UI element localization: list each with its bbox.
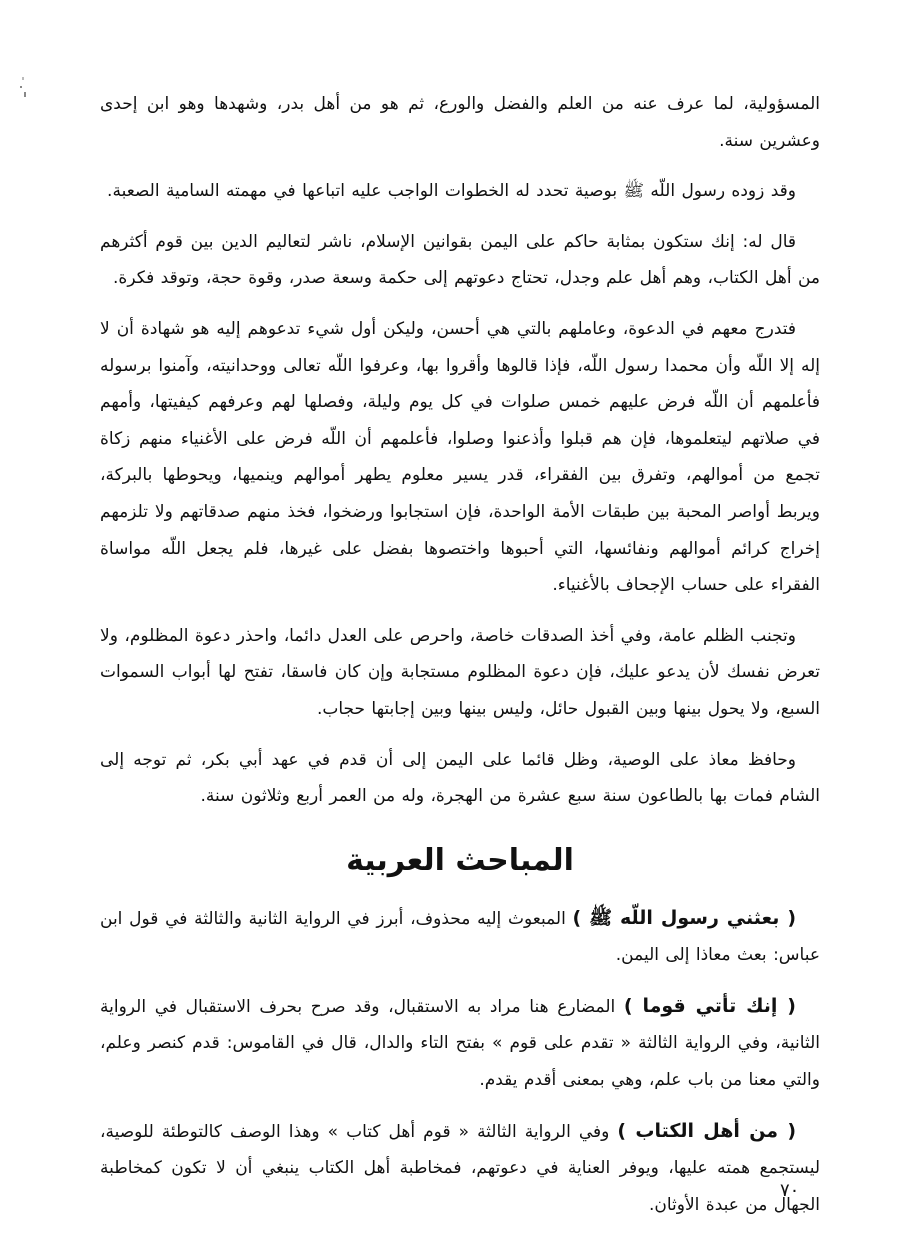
paragraph-5: وتجنب الظلم عامة، وفي أخذ الصدقات خاصة، واحرص على العدل دائما، واحذر دعوة المظلوم، ولا تعرض نفسك لأن يدعو عليك، فإن دعوة المظلوم مستجابة وإن كان فاسقا، تفتح لها أبواب السموات السبع، ولا يحول بينها وبين القبول حائل، وليس بينها وبين إجابتها حجاب. [100, 625, 820, 719]
document-page [100, 86, 820, 1237]
scan-margin-marks [18, 75, 30, 115]
gloss-3 [100, 1113, 820, 1224]
gloss-1 [100, 900, 820, 974]
paragraph-2: وقد زوده رسول اللّه ﷺ بوصية تحدد له الخطوات الواجب عليه اتباعها في مهمته السامية الصعبة. [107, 181, 796, 202]
gloss-text: المضارع هنا مراد به الاستقبال، وقد صرح بحرف الاستقبال في الرواية الثانية، وفي الرواية الثالثة « تقدم على قوم » بفتح التاء والدال، قال في القاموس: قدم كنصر وعلم، والتي معنا من باب علم، وهي بمعنى أقدم يقدم. [100, 996, 820, 1091]
paragraph-3: قال له: إنك ستكون بمثابة حاكم على اليمن بقوانين الإسلام، ناشر لتعاليم الدين بين قوم أكثرهم من أهل الكتاب، وهم أهل علم وجدل، تحتاج دعوتهم إلى حكمة وسعة صدر، وقوة حجة، وتوقد فكرة. [100, 231, 820, 289]
gloss-text: وفي الرواية الثالثة « قوم أهل كتاب » وهذا الوصف كالتوطئة للوصية، ليستجمع همته عليها، ويوفر العناية في دعوتهم، فمخاطبة أهل الكتاب ينبغي أن لا تكون كمخاطبة الجهال من عبدة الأوثان. [100, 1121, 820, 1215]
gloss-term: ( بعثني رسول اللّه ﷺ ) [572, 906, 796, 929]
gloss-2 [100, 988, 820, 1099]
paragraph-6: وحافظ معاذ على الوصية، وظل قائما على اليمن إلى أن قدم في عهد أبي بكر، ثم توجه إلى الشام فمات بها بالطاعون سنة سبع عشرة من الهجرة، وله من العمر أربع وثلاثون سنة. [100, 749, 820, 807]
page-number: ٧٠ [780, 1180, 800, 1201]
paragraph-1: المسؤولية، لما عرف عنه من العلم والفضل والورع، ثم هو من أهل بدر، وشهدها وهو ابن إحدى وعشرين سنة. [100, 94, 820, 151]
gloss-term: ( إنك تأتي قوما ) [623, 994, 796, 1017]
paragraph-4: فتدرج معهم في الدعوة، وعاملهم بالتي هي أحسن، وليكن أول شيء تدعوهم إليه هو شهادة أن لا إله إلا اللّه وأن محمدا رسول اللّه، فإذا قالوها وأقروا بها، وعرفوا اللّه تعالى ووحدانيته، وآمنوا برسوله فأعلمهم أن اللّه فرض عليهم خمس صلوات في كل يوم وليلة، وفصلها لهم وعرفهم كيفيتها، وأمهم في صلاتهم ليتعلموها، فإن هم قبلوا وأذعنوا وصلوا، فأعلمهم أن اللّه فرض على الأغنياء منهم زكاة تجمع من أموالهم، وتفرق بين الفقراء، قدر يسير معلوم يطهر أموالهم وينميها، ويحوطها بالبركة، ويربط أواصر المحبة بين طبقات الأمة الواحدة، فإن استجابوا ورضخوا، فخذ منهم صدقاتهم ولا تلزمهم إخراج كرائم أموالهم ونفائسها، التي أحبوها واختصوها بفضل على غيرها، فلم يجعل اللّه مواساة الفقراء على حساب الإجحاف بالأغنياء. [100, 318, 820, 596]
section-heading: المباحث العربية [346, 842, 574, 878]
gloss-text: المبعوث إليه محذوف، أبرز في الرواية الثانية والثالثة في قول ابن عباس: بعث معاذا إلى اليمن. [100, 908, 820, 966]
gloss-term: ( من أهل الكتاب ) [617, 1119, 797, 1142]
